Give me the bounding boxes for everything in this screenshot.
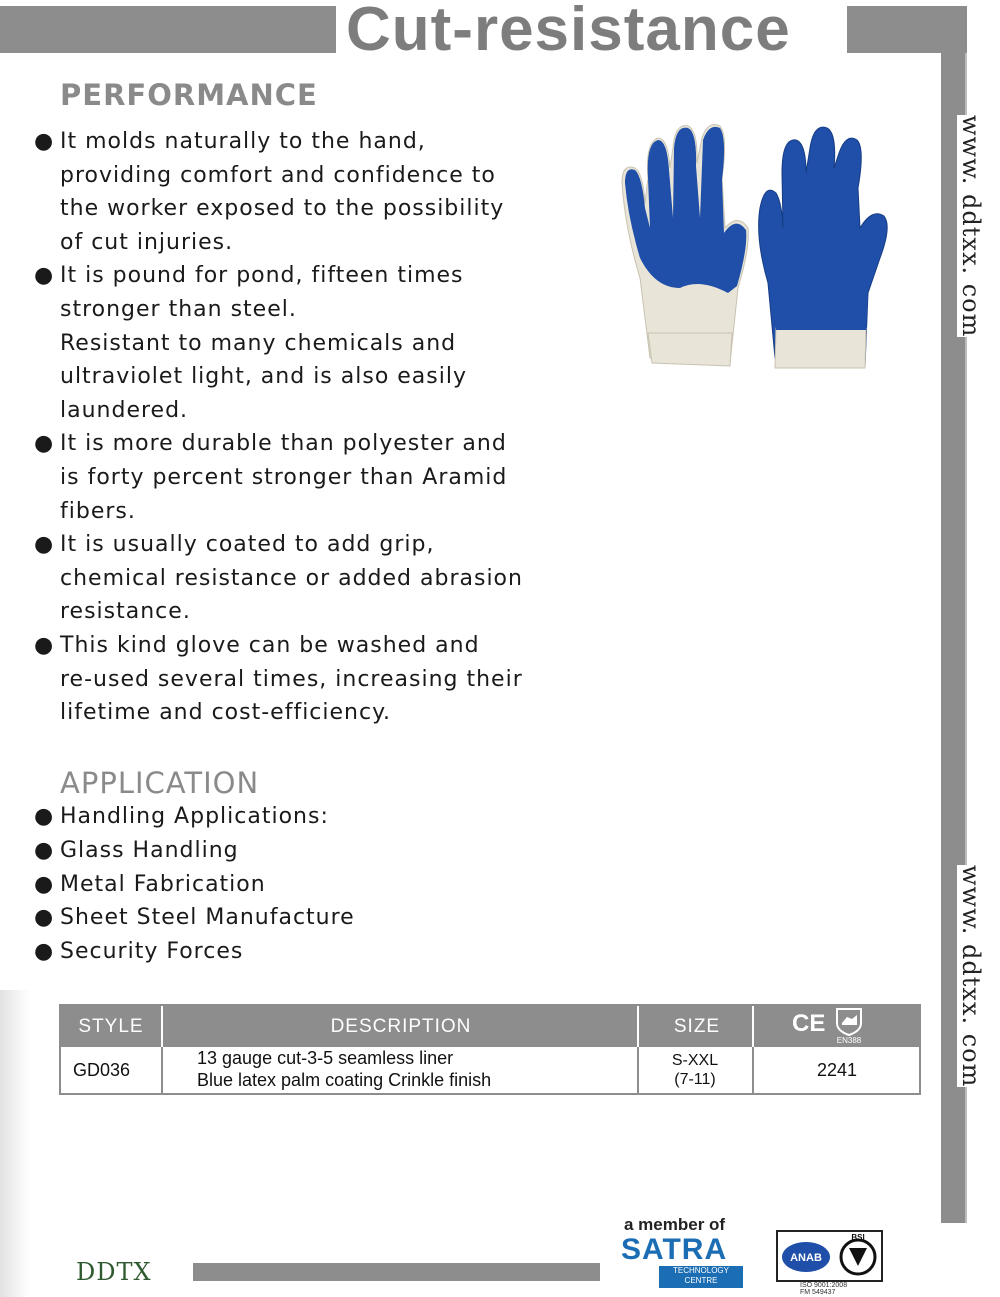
table-header-row xyxy=(61,1006,919,1047)
header-bar-left xyxy=(0,6,336,53)
bullet-icon: ● xyxy=(34,837,55,863)
bullet-icon: ● xyxy=(34,129,55,154)
column-divider-header xyxy=(637,1006,639,1047)
header-size: SIZE xyxy=(673,1016,721,1037)
bullet-icon: ● xyxy=(34,804,55,829)
performance-item: ● It molds naturally to the hand, providing comfort and confidence to the worker exposed to the possibility of cut injuries. xyxy=(60,125,560,259)
header-bar-right xyxy=(847,6,967,53)
brand-name: DDTX xyxy=(76,1258,152,1286)
application-item: ● Glass Handling xyxy=(60,834,480,868)
svg-text:ANAB: ANAB xyxy=(790,1252,822,1264)
header-style: STYLE xyxy=(78,1016,144,1037)
bullet-icon: ● xyxy=(34,532,55,558)
application-heading: APPLICATION xyxy=(60,766,260,800)
application-item: ● Sheet Steel Manufacture xyxy=(60,901,480,935)
performance-item: ● It is more durable than polyester and is forty percent stronger than Aramid fibers. xyxy=(60,427,560,528)
en388-icon xyxy=(832,1006,866,1044)
side-url-bottom: www. ddtxx. com xyxy=(957,865,985,1088)
performance-item: ● It is pound for pond, fifteen times stronger than steel. Resistant to many chemicals and ultraviolet light, and is also easily laundered. xyxy=(60,259,560,427)
application-item: ● Security Forces xyxy=(60,935,480,969)
application-list xyxy=(34,800,480,969)
bullet-icon: ● xyxy=(34,431,55,457)
column-divider-header xyxy=(752,1006,754,1047)
bullet-icon: ● xyxy=(34,263,55,289)
en388-label: EN388 xyxy=(836,1036,862,1044)
performance-item: ● This kind glove can be washed and re-used several times, increasing their lifetime and cost-efficiency. xyxy=(60,629,560,730)
column-divider-header xyxy=(161,1006,163,1047)
certification-logos xyxy=(776,1230,883,1282)
satra-tc-badge: TECHNOLOGY CENTRE xyxy=(659,1266,743,1288)
bullet-icon: ● xyxy=(34,871,55,897)
side-url-top: www. ddtxx. com xyxy=(957,115,985,338)
left-shadow xyxy=(0,990,30,1297)
cell-description: 13 gauge cut-3-5 seamless liner Blue latex palm coating Crinkle finish xyxy=(197,1048,492,1090)
cell-size: S-XXL (7-11) xyxy=(671,1052,719,1088)
bullet-icon: ● xyxy=(34,939,55,965)
application-item: ● Metal Fabrication xyxy=(60,868,480,902)
performance-heading: PERFORMANCE xyxy=(60,78,318,112)
satra-member-text: a member of xyxy=(624,1215,726,1234)
bullet-icon: ● xyxy=(34,632,55,658)
certification-caption: ISO 9001:2008 FM 549437 xyxy=(800,1282,848,1296)
application-item: ● Handling Applications: xyxy=(60,800,480,834)
cell-rating: 2241 xyxy=(816,1059,858,1080)
page-title: Cut-resistance xyxy=(346,0,791,64)
bullet-icon: ● xyxy=(34,905,55,931)
cell-style: GD036 xyxy=(73,1059,131,1080)
gloves-image xyxy=(610,118,900,378)
anab-bsi-icon xyxy=(778,1232,881,1280)
ce-mark: CE xyxy=(792,1010,826,1037)
performance-item: ● It is usually coated to add grip, chemical resistance or added abrasion resistance. xyxy=(60,528,560,629)
satra-logo: SATRA xyxy=(621,1233,728,1266)
svg-text:BSI: BSI xyxy=(851,1233,865,1242)
performance-list xyxy=(34,125,560,730)
header-description: DESCRIPTION xyxy=(330,1016,472,1037)
footer-bar xyxy=(193,1263,600,1281)
